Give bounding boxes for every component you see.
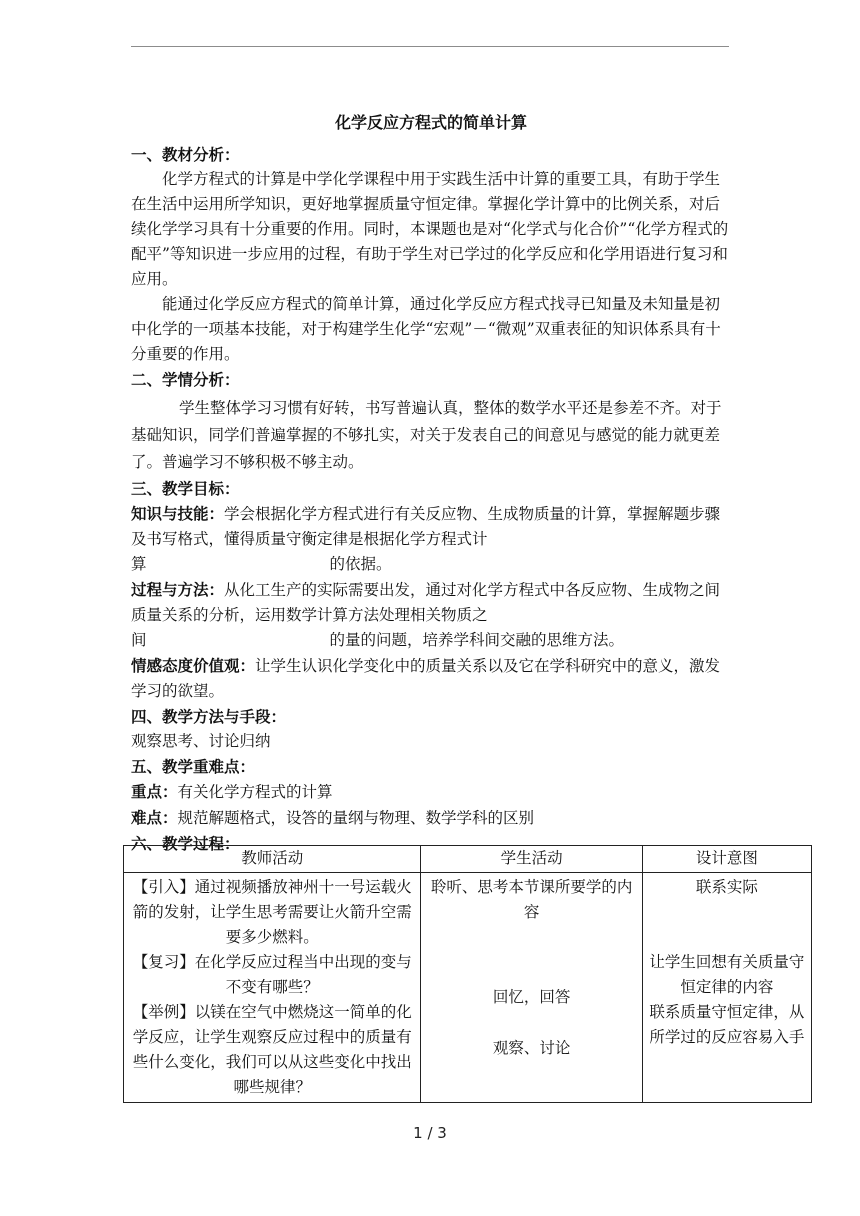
table-header-row (124, 846, 812, 873)
goal-text: 的量的问题，培养学科间交融的思维方法。 (329, 631, 625, 649)
goal-text: 学会根据化学方程式进行有关反应物、生成物质量的计算，掌握解题步骤及书写格式，懂得质量守衡定律是根据化学方程式计 (131, 505, 721, 548)
goal-text: 算 (131, 555, 147, 573)
teacher-activity: 【复习】在化学反应过程当中出现的变与不变有哪些？ (132, 953, 412, 996)
student-activity-cell (421, 873, 642, 1103)
difficult-label: 难点： (131, 808, 178, 827)
key-point (131, 779, 731, 805)
teaching-process-table (123, 845, 812, 1103)
paragraph: 学生整体学习习惯有好转，书写普遍认真，整体的数学水平还是参差不齐。对于基础知识，同学们普遍掌握的不够扎实，对关于发表自己的间意见与感觉的能力就更差了。普遍学习不够积极不够主动。 (131, 399, 722, 471)
table-header: 设计意图 (642, 846, 811, 873)
teacher-activity: 【举例】以镁在空气中燃烧这一简单的化学反应，让学生观察反应过程中的质量有些什么变化，我们可以从这些变化中找出哪些规律？ (132, 1003, 412, 1096)
design-intent: 让学生回想有关质量守恒定律的内容 (649, 953, 805, 996)
goal-text: 从化工生产的实际需要出发，通过对化学方程式中各反应物、生成物之间质量关系的分析，运用数学计算方法处理相关物质之 (131, 581, 721, 624)
teacher-activity-cell (124, 873, 421, 1103)
goal-process (131, 577, 731, 628)
goal-process-cont (131, 628, 731, 653)
design-intent-cell (642, 873, 811, 1103)
page-number: 1 / 3 (413, 1124, 447, 1142)
teacher-activity: 【引入】通过视频播放神州十一号运载火箭的发射，让学生思考需要让火箭升空需要多少燃料。 (132, 878, 412, 946)
header-rule (131, 46, 729, 47)
paragraph: 能通过化学反应方程式的简单计算，通过化学反应方程式找寻已知量及未知量是初中化学的一项基本技能，对于构建学生化学“宏观”－“微观”双重表征的知识体系具有十分重要的作用。 (131, 295, 721, 363)
section-heading-3: 三、教学目标： (131, 479, 240, 498)
goal-text: 间 (131, 631, 147, 649)
goal-label: 知识与技能： (131, 504, 225, 523)
key-text: 有关化学方程式的计算 (177, 783, 333, 801)
difficult-text: 规范解题格式，设答的量纲与物理、数学学科的区别 (177, 809, 535, 827)
section-heading-5: 五、教学重难点： (131, 757, 256, 776)
section-heading-1: 一、教材分析： (131, 145, 240, 164)
section-heading-2: 二、学情分析： (131, 370, 240, 389)
table-header: 教师活动 (124, 846, 421, 873)
goal-knowledge (131, 501, 731, 552)
section-heading-6: 六、教学过程： (131, 834, 240, 853)
goal-knowledge-cont (131, 552, 731, 577)
goal-text: 的依据。 (329, 555, 392, 573)
goal-label: 过程与方法： (131, 580, 225, 599)
document-body (131, 110, 731, 856)
goal-emotion (131, 653, 731, 704)
design-intent: 联系实际 (695, 878, 758, 896)
table-header: 学生活动 (421, 846, 642, 873)
document-title: 化学反应方程式的简单计算 (334, 113, 527, 132)
goal-text: 让学生认识化学变化中的质量关系以及它在学科研究中的意义，激发学习的欲望。 (131, 657, 721, 700)
student-activity: 聆听、思考本节课所要学的内容 (430, 878, 633, 921)
paragraph: 观察思考、讨论归纳 (131, 732, 271, 750)
student-activity: 观察、讨论 (492, 1039, 571, 1057)
section-heading-4: 四、教学方法与手段： (131, 707, 287, 726)
design-intent: 联系质量守恒定律，从所学过的反应容易入手 (649, 1003, 805, 1046)
difficult-point (131, 805, 731, 831)
key-label: 重点： (131, 782, 178, 801)
goal-label: 情感态度价值观： (131, 656, 256, 675)
table-row (124, 873, 812, 1103)
paragraph: 化学方程式的计算是中学化学课程中用于实践生活中计算的重要工具，有助于学生在生活中运用所学知识，更好地掌握质量守恒定律。掌握化学计算中的比例关系，对后续化学学习具有十分重要的作用。同时，本课题也是对“化学式与化合价”“化学方程式的配平”等知识进一步应用的过程，有助于学生对已学过的化学反应和化学用语进行复习和应用。 (131, 170, 729, 288)
student-activity: 回忆，回答 (492, 988, 571, 1006)
